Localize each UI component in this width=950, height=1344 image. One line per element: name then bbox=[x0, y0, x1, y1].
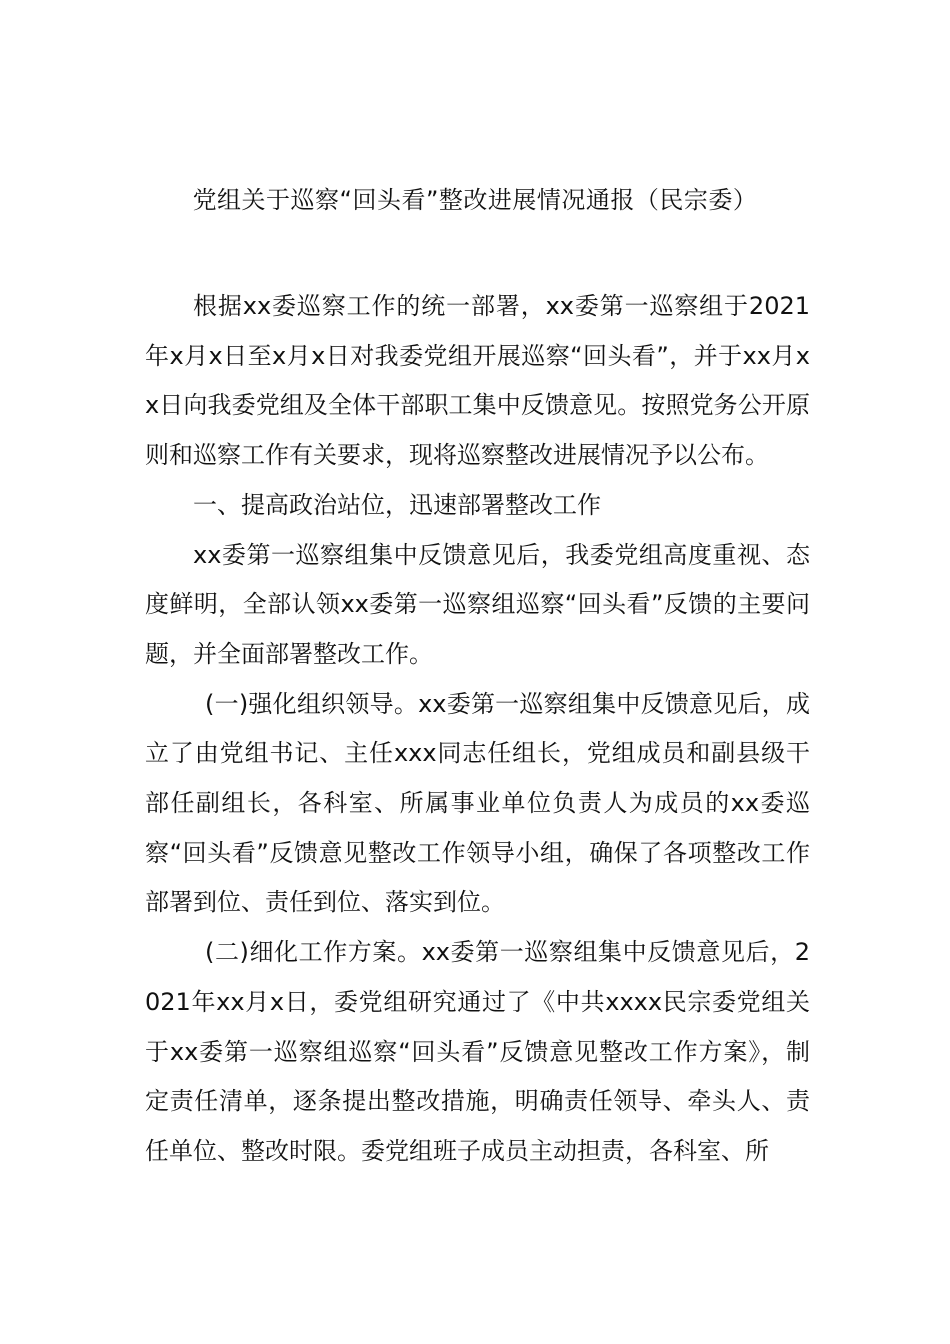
paragraph-intro: 根据xx委巡察工作的统一部署，xx委第一巡察组于2021年x月x日至x月x日对我委党组开展巡察“回头看”，并于xx月xx日向我委党组及全体干部职工集中反馈意见。按照党务公开原则和巡察工作有关要求，现将巡察整改进展情况予以公布。 bbox=[145, 292, 810, 470]
document-title: 党组关于巡察“回头看”整改进展情况通报（民宗委） bbox=[192, 186, 758, 214]
section-heading-1: 一、提高政治站位，迅速部署整改工作 bbox=[193, 490, 601, 519]
document-body bbox=[145, 282, 810, 1177]
paragraph-section-1: xx委第一巡察组集中反馈意见后，我委党组高度重视、态度鲜明，全部认领xx委第一巡察组巡察“回头看”反馈的主要问题，并全面部署整改工作。 bbox=[145, 540, 810, 668]
paragraph-item-2: (二)细化工作方案。xx委第一巡察组集中反馈意见后，2021年xx月x日，委党组研究通过了《中共xxxx民宗委党组关于xx委第一巡察组巡察“回头看”反馈意见整改工作方案》，制定责任清单，逐条提出整改措施，明确责任领导、牵头人、责任单位、整改时限。委党组班子成员主动担责，各科室、所 bbox=[145, 938, 810, 1165]
paragraph-item-1: (一)强化组织领导。xx委第一巡察组集中反馈意见后，成立了由党组书记、主任xxx同志任组长，党组成员和副县级干部任副组长，各科室、所属事业单位负责人为成员的xx委巡察“回头看”反馈意见整改工作领导小组，确保了各项整改工作部署到位、责任到位、落实到位。 bbox=[145, 689, 810, 917]
